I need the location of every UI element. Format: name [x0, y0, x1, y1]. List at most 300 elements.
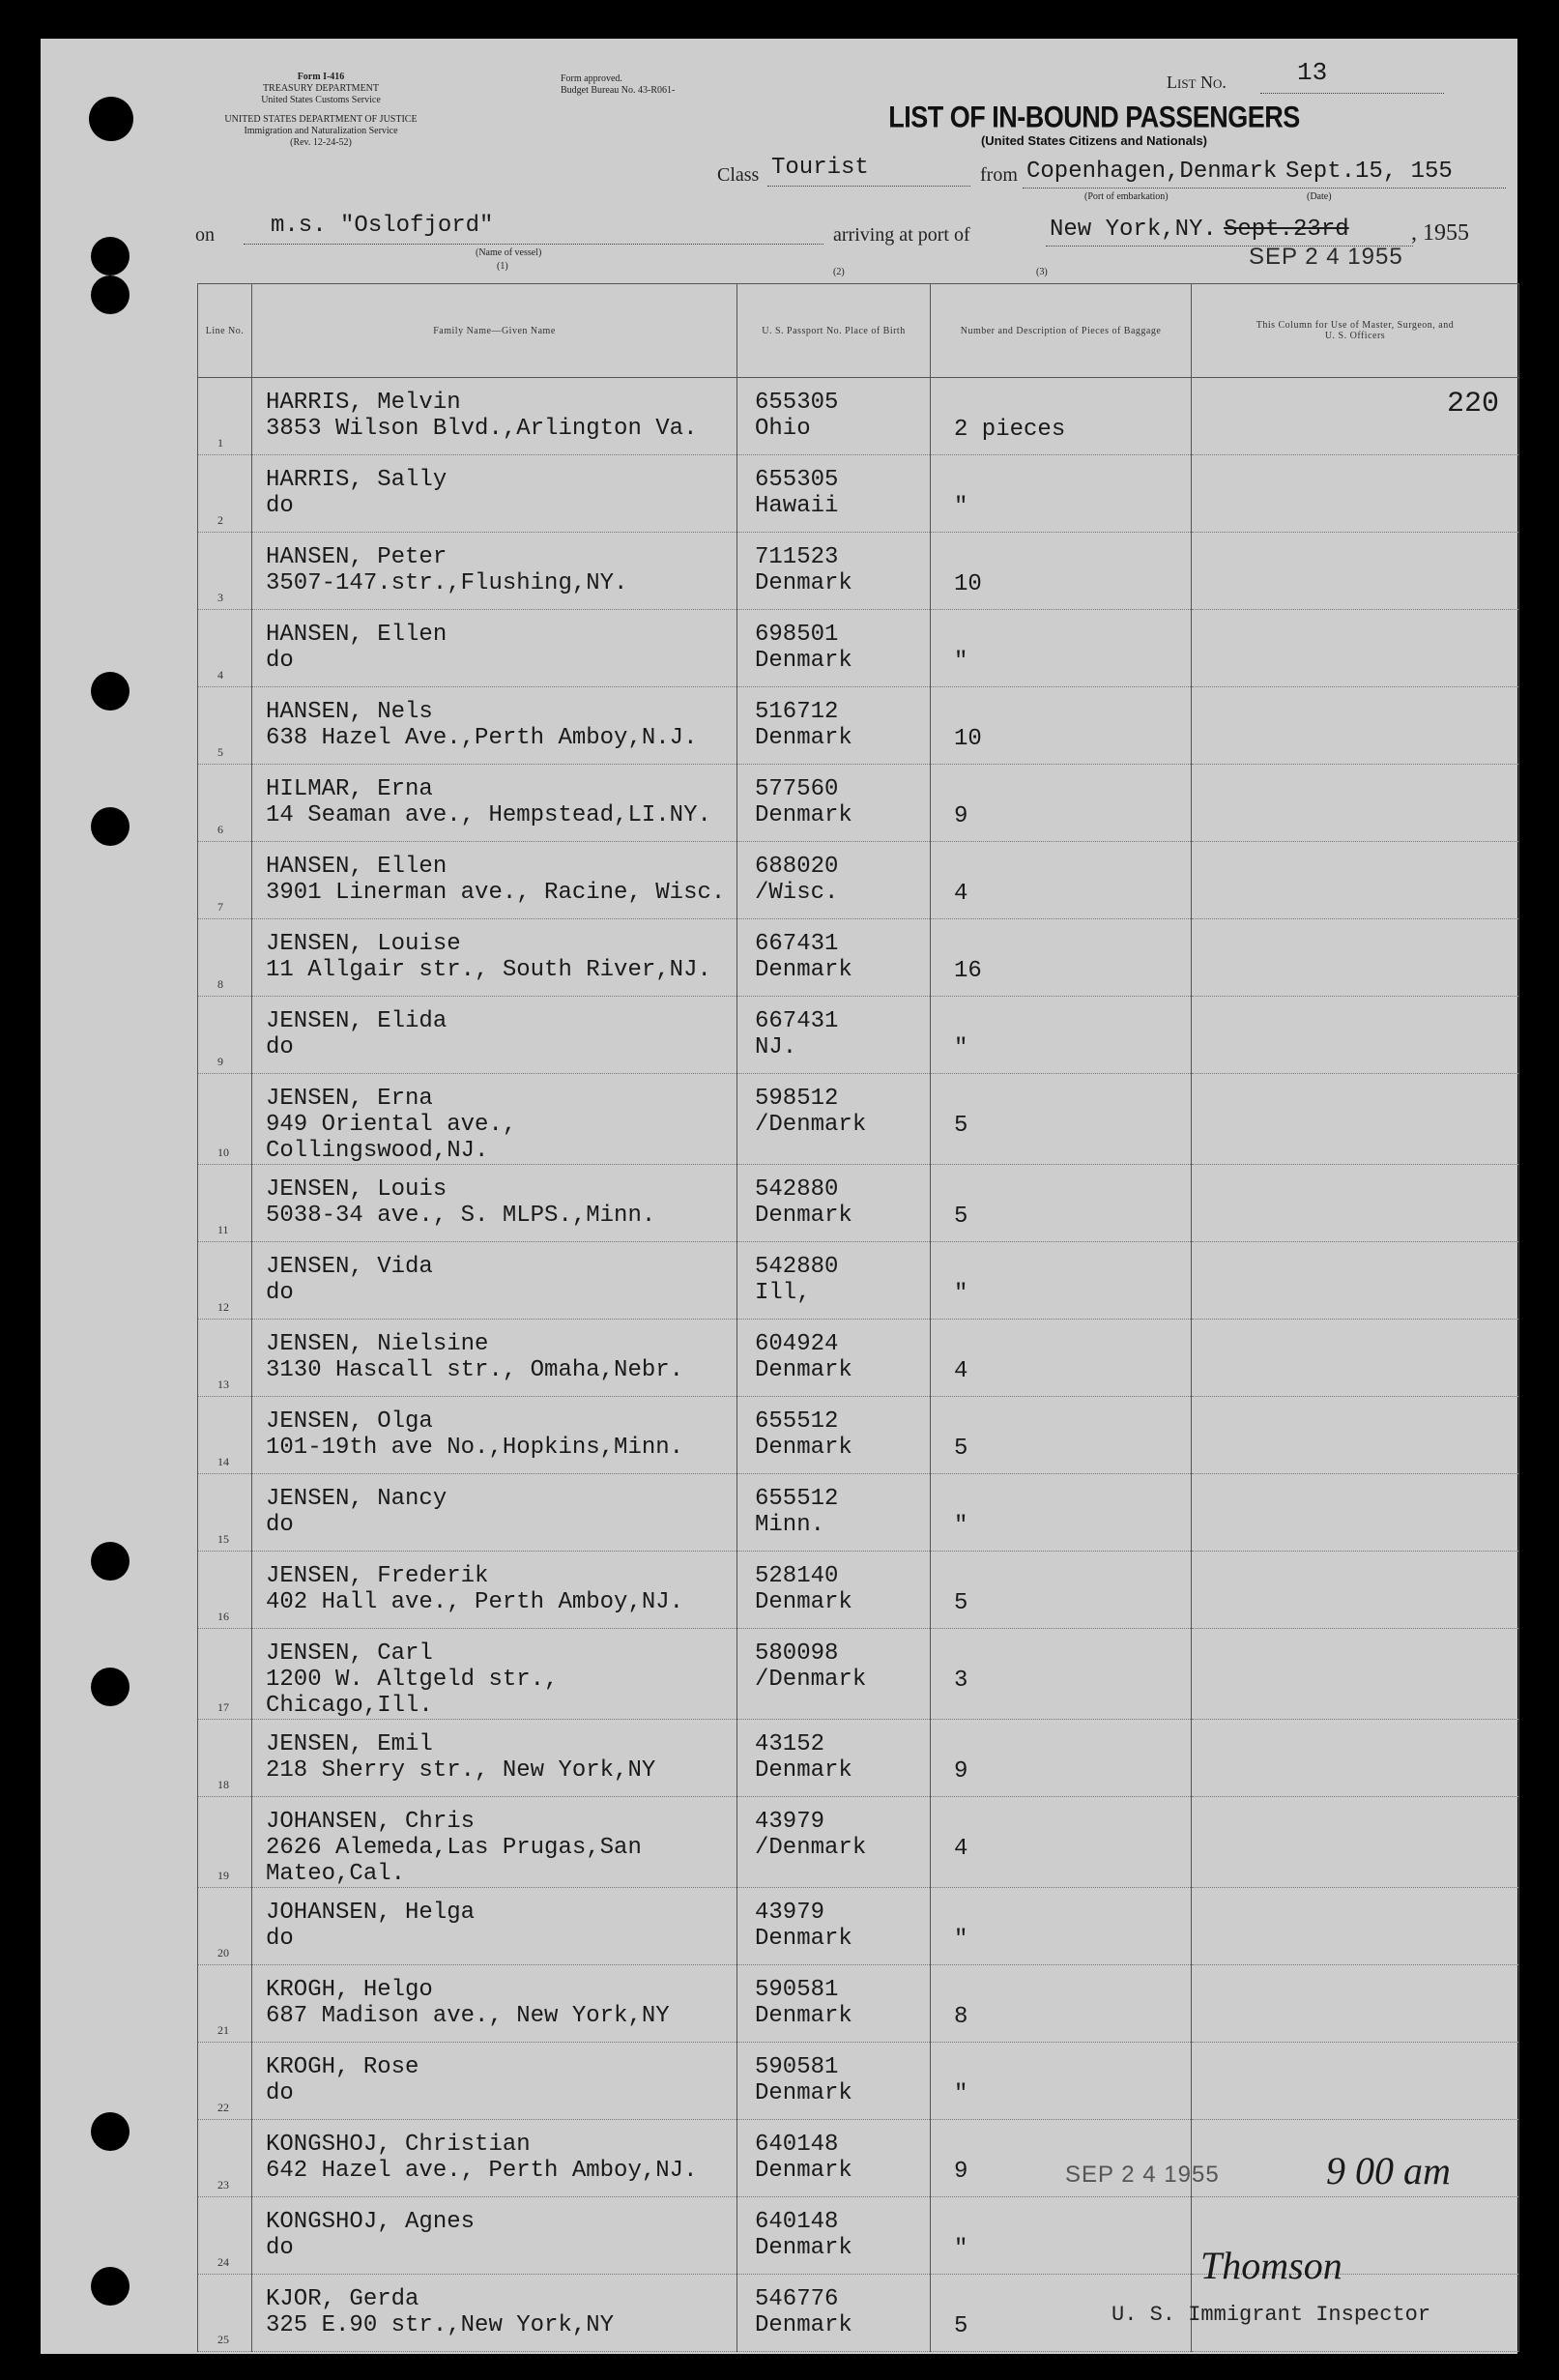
line-number-cell [198, 2120, 252, 2197]
passport-number: 667431 [755, 931, 839, 957]
line-number: 18 [217, 1778, 229, 1791]
name-cell [252, 610, 737, 687]
line-number: 10 [217, 1146, 229, 1159]
passenger-table [197, 283, 1519, 2352]
place-of-birth: Denmark [755, 2312, 852, 2338]
binder-hole [91, 1542, 130, 1581]
passenger-address: do [266, 1280, 294, 1306]
baggage-cell: " [931, 1888, 1192, 1965]
baggage-cell: " [931, 2197, 1192, 2275]
table-row [198, 2120, 1519, 2197]
baggage-cell: 8 [931, 1965, 1192, 2043]
passenger-name: JENSEN, Elida [266, 1008, 447, 1034]
line-number: 7 [217, 900, 223, 914]
table-row [198, 2043, 1519, 2120]
passenger-name: JENSEN, Carl [266, 1640, 433, 1667]
passenger-address: do [266, 493, 294, 519]
place-of-birth: Hawaii [755, 493, 839, 519]
passenger-address: do [266, 1512, 294, 1538]
passport-number: 640148 [755, 2132, 839, 2158]
passport-cell [737, 687, 931, 765]
header-baggage: Number and Description of Pieces of Baggage [931, 284, 1192, 378]
passenger-name: JENSEN, Erna [266, 1086, 433, 1112]
passenger-name: KROGH, Rose [266, 2054, 419, 2080]
line-number: 14 [217, 1455, 229, 1468]
passport-cell [737, 2043, 931, 2120]
passenger-name: KONGSHOJ, Christian [266, 2132, 531, 2158]
ins-service: Immigration and Naturalization Service [244, 126, 398, 136]
passport-cell [737, 2120, 931, 2197]
officer-note-cell [1192, 842, 1519, 919]
name-cell [252, 1474, 737, 1552]
line-number-cell [198, 1629, 252, 1720]
binder-hole [91, 2267, 130, 2306]
name-cell [252, 1797, 737, 1888]
passenger-name: JENSEN, Nielsine [266, 1331, 489, 1357]
passport-number: 528140 [755, 1563, 839, 1589]
table-row [198, 687, 1519, 765]
name-cell [252, 1888, 737, 1965]
officer-note-cell [1192, 1720, 1519, 1797]
header-line-no: Line No. [198, 284, 252, 378]
passenger-name: HANSEN, Ellen [266, 622, 447, 648]
baggage-cell: 4 [931, 1320, 1192, 1397]
line-number: 13 [217, 1378, 229, 1391]
passenger-address: 402 Hall ave., Perth Amboy,NJ. [266, 1589, 684, 1615]
passport-cell [737, 842, 931, 919]
table-row [198, 765, 1519, 842]
table-row [198, 533, 1519, 610]
place-of-birth: /Denmark [755, 1667, 867, 1693]
passport-cell [737, 1242, 931, 1320]
line-number-cell [198, 2043, 252, 2120]
passport-cell [737, 455, 931, 533]
table-row [198, 1797, 1519, 1888]
baggage-cell: " [931, 997, 1192, 1074]
passenger-address: do [266, 1926, 294, 1952]
passenger-name: HILMAR, Erna [266, 776, 433, 802]
passenger-name: JENSEN, Emil [266, 1731, 433, 1757]
baggage-cell: " [931, 1474, 1192, 1552]
place-of-birth: NJ. [755, 1034, 797, 1060]
line-number: 5 [217, 745, 223, 759]
name-cell [252, 765, 737, 842]
passport-cell [737, 997, 931, 1074]
passenger-name: JENSEN, Olga [266, 1408, 433, 1435]
passport-cell [737, 1797, 931, 1888]
binder-hole [91, 2112, 130, 2151]
binder-hole [91, 237, 130, 276]
form-approval-block [561, 73, 773, 97]
on-label: on [195, 224, 215, 246]
baggage-cell: 16 [931, 919, 1192, 997]
passenger-address: 1200 W. Altgeld str., Chicago,Ill. [266, 1667, 559, 1719]
baggage-cell: 4 [931, 1797, 1192, 1888]
binder-hole [91, 672, 130, 711]
arrival-date-stamp: SEP 2 4 1955 [1249, 244, 1403, 270]
column-caption-3: (3) [1036, 267, 1048, 277]
passenger-name: HARRIS, Melvin [266, 390, 461, 416]
officer-note-cell [1192, 1242, 1519, 1320]
budget-bureau: Budget Bureau No. 43-R061- [561, 85, 676, 96]
page-subtitle: (United States Citizens and Nationals) [980, 133, 1208, 148]
binder-hole [91, 276, 130, 314]
passport-number: 598512 [755, 1086, 839, 1112]
passenger-name: HANSEN, Ellen [266, 854, 447, 880]
line-number-cell [198, 842, 252, 919]
officer-note-cell [1192, 1797, 1519, 1888]
table-row [198, 1888, 1519, 1965]
passenger-address: 638 Hazel Ave.,Perth Amboy,N.J. [266, 725, 698, 751]
table-row [198, 378, 1519, 455]
passport-number: 688020 [755, 854, 839, 880]
name-cell [252, 2043, 737, 2120]
passport-number: 546776 [755, 2286, 839, 2312]
passport-cell [737, 1888, 931, 1965]
passport-cell [737, 1965, 931, 2043]
line-number-cell [198, 1242, 252, 1320]
passenger-name: JOHANSEN, Chris [266, 1809, 476, 1835]
place-of-birth: Ohio [755, 416, 811, 442]
baggage-cell: " [931, 2043, 1192, 2120]
document-page [41, 39, 1517, 2354]
officer-note-cell: 220 [1192, 378, 1519, 455]
form-approved: Form approved. [561, 73, 622, 84]
line-number-cell [198, 1320, 252, 1397]
officer-note-cell [1192, 1552, 1519, 1629]
passenger-address: 3130 Hascall str., Omaha,Nebr. [266, 1357, 684, 1383]
baggage-cell: " [931, 610, 1192, 687]
line-number: 22 [217, 2101, 229, 2114]
class-underline [767, 186, 970, 187]
name-cell [252, 455, 737, 533]
inspector-caption: U. S. Immigrant Inspector [1112, 2303, 1431, 2327]
baggage-cell: 9 [931, 765, 1192, 842]
line-number-cell [198, 1397, 252, 1474]
passenger-address: do [266, 2235, 294, 2261]
passport-number: 590581 [755, 1977, 839, 2003]
line-number-cell [198, 687, 252, 765]
line-number: 23 [217, 2178, 229, 2191]
line-number-cell [198, 378, 252, 455]
passport-cell [737, 533, 931, 610]
line-number-cell [198, 765, 252, 842]
table-row [198, 1474, 1519, 1552]
officer-note-cell [1192, 533, 1519, 610]
name-cell [252, 1074, 737, 1165]
line-number: 4 [217, 668, 223, 682]
line-number-cell [198, 2275, 252, 2352]
passenger-address: do [266, 648, 294, 674]
line-number-cell [198, 455, 252, 533]
baggage-cell: 10 [931, 533, 1192, 610]
officer-note-cell [1192, 2043, 1519, 2120]
line-number-cell [198, 1474, 252, 1552]
bottom-date-stamp: SEP 2 4 1955 [1065, 2162, 1220, 2188]
table-row [198, 1552, 1519, 1629]
line-number: 25 [217, 2333, 229, 2346]
passport-number: 43979 [755, 1809, 825, 1835]
arriving-label: arriving at port of [833, 224, 970, 246]
passenger-name: JOHANSEN, Helga [266, 1900, 476, 1926]
passport-number: 542880 [755, 1176, 839, 1203]
passenger-address: 3853 Wilson Blvd.,Arlington Va. [266, 416, 698, 442]
passport-cell [737, 1474, 931, 1552]
officer-note-cell [1192, 1320, 1519, 1397]
line-number-cell [198, 1965, 252, 2043]
passenger-address: 3901 Linerman ave., Racine, Wisc. [266, 880, 726, 906]
officer-note-cell [1192, 1629, 1519, 1720]
passenger-name: HARRIS, Sally [266, 467, 447, 493]
list-number-label: List No. [1167, 73, 1227, 92]
passport-cell [737, 1552, 931, 1629]
arrival-port: New York,NY. [1050, 217, 1217, 243]
table-row [198, 1165, 1519, 1242]
officer-note-cell [1192, 919, 1519, 997]
passport-cell [737, 1629, 931, 1720]
officer-note-cell [1192, 765, 1519, 842]
officer-note-cell [1192, 1888, 1519, 1965]
table-row [198, 455, 1519, 533]
vessel-underline [244, 244, 823, 245]
table-row [198, 919, 1519, 997]
place-of-birth: Denmark [755, 802, 852, 828]
line-number-cell [198, 1797, 252, 1888]
passenger-address: 3507-147.str.,Flushing,NY. [266, 570, 628, 596]
name-cell [252, 1320, 737, 1397]
name-cell [252, 533, 737, 610]
vessel-name: m.s. "Oslofjord" [271, 213, 494, 239]
place-of-birth: Denmark [755, 2003, 852, 2029]
line-number: 20 [217, 1946, 229, 1959]
name-cell [252, 1165, 737, 1242]
name-cell [252, 1965, 737, 2043]
passport-number: 542880 [755, 1254, 839, 1280]
column-caption-2: (2) [833, 267, 845, 277]
passport-number: 604924 [755, 1331, 839, 1357]
place-of-birth: Denmark [755, 570, 852, 596]
officer-note-cell [1192, 1965, 1519, 2043]
binder-hole [91, 1668, 130, 1706]
passenger-name: JENSEN, Louis [266, 1176, 447, 1203]
passport-number: 667431 [755, 1008, 839, 1034]
passport-cell [737, 2197, 931, 2275]
line-number: 1 [217, 436, 223, 450]
line-number: 16 [217, 1610, 229, 1623]
baggage-cell: 5 [931, 1397, 1192, 1474]
table-row [198, 1242, 1519, 1320]
passport-cell [737, 610, 931, 687]
binder-hole [91, 807, 130, 846]
line-number: 12 [217, 1300, 229, 1314]
baggage-cell: 2 pieces [931, 378, 1192, 455]
passport-number: 655512 [755, 1486, 839, 1512]
passport-cell [737, 919, 931, 997]
table-header-row [198, 284, 1519, 378]
line-number: 8 [217, 977, 223, 991]
line-number: 2 [217, 513, 223, 527]
passport-cell [737, 1720, 931, 1797]
table-row [198, 1074, 1519, 1165]
port-caption: (Port of embarkation) [1084, 191, 1169, 202]
officer-note-cell [1192, 455, 1519, 533]
place-of-birth: Denmark [755, 957, 852, 983]
line-number: 21 [217, 2023, 229, 2037]
place-of-birth: Denmark [755, 1589, 852, 1615]
passport-number: 577560 [755, 776, 839, 802]
place-of-birth: /Wisc. [755, 880, 839, 906]
passport-number: 516712 [755, 699, 839, 725]
passenger-name: KJOR, Gerda [266, 2286, 419, 2312]
table-row [198, 1965, 1519, 2043]
baggage-cell: " [931, 455, 1192, 533]
baggage-cell: 4 [931, 842, 1192, 919]
passenger-address: 949 Oriental ave., Collingswood,NJ. [266, 1112, 517, 1164]
place-of-birth: Denmark [755, 2235, 852, 2261]
passport-number: 655512 [755, 1408, 839, 1435]
passenger-name: KROGH, Helgo [266, 1977, 433, 2003]
line-number-cell [198, 1888, 252, 1965]
passenger-address: do [266, 2080, 294, 2106]
baggage-cell: 10 [931, 687, 1192, 765]
officer-note-cell [1192, 1074, 1519, 1165]
passenger-address: 325 E.90 str.,New York,NY [266, 2312, 615, 2338]
officer-note-cell [1192, 1165, 1519, 1242]
officer-note-cell [1192, 687, 1519, 765]
name-cell [252, 2120, 737, 2197]
passport-number: 711523 [755, 544, 839, 570]
officer-note-cell [1192, 1397, 1519, 1474]
name-cell [252, 919, 737, 997]
line-number: 15 [217, 1532, 229, 1546]
list-number-underline [1260, 93, 1444, 94]
passenger-address: 14 Seaman ave., Hempstead,LI.NY. [266, 802, 711, 828]
place-of-birth: Denmark [755, 1757, 852, 1784]
baggage-cell: 3 [931, 1629, 1192, 1720]
place-of-birth: Denmark [755, 1357, 852, 1383]
passenger-name: JENSEN, Frederik [266, 1563, 489, 1589]
place-of-birth: Denmark [755, 2158, 852, 2184]
line-number-cell [198, 1074, 252, 1165]
line-number-cell [198, 610, 252, 687]
place-of-birth: Denmark [755, 1435, 852, 1461]
passenger-address: 218 Sherry str., New York,NY [266, 1757, 656, 1784]
line-number: 11 [217, 1223, 229, 1236]
passport-cell [737, 1397, 931, 1474]
binder-hole [89, 97, 133, 141]
from-label: from [980, 164, 1018, 186]
from-underline [1023, 188, 1506, 189]
passport-cell [737, 765, 931, 842]
passport-cell [737, 1165, 931, 1242]
passport-number: 43979 [755, 1900, 825, 1926]
line-number-cell [198, 1720, 252, 1797]
arrival-year: , 1955 [1411, 220, 1469, 246]
date-caption: (Date) [1307, 191, 1332, 202]
baggage-cell: 5 [931, 1165, 1192, 1242]
baggage-cell: 9 [931, 2120, 1192, 2197]
passport-number: 655305 [755, 467, 839, 493]
header-officers: This Column for Use of Master, Surgeon, and U. S. Officers [1192, 284, 1519, 378]
passport-number: 43152 [755, 1731, 825, 1757]
baggage-cell: " [931, 1242, 1192, 1320]
name-cell [252, 2197, 737, 2275]
place-of-birth: Denmark [755, 2080, 852, 2106]
place-of-birth: Denmark [755, 648, 852, 674]
form-agency-block [195, 72, 447, 149]
place-of-birth: /Denmark [755, 1835, 867, 1861]
table-row [198, 1397, 1519, 1474]
passport-number: 655305 [755, 390, 839, 416]
passenger-name: JENSEN, Vida [266, 1254, 433, 1280]
column-caption-1: (1) [497, 261, 508, 272]
officer-note-cell [1192, 997, 1519, 1074]
passenger-name: HANSEN, Peter [266, 544, 447, 570]
page-title: LIST OF IN-BOUND PASSENGERS [888, 100, 1300, 134]
name-cell [252, 378, 737, 455]
line-number: 17 [217, 1700, 229, 1714]
name-cell [252, 1629, 737, 1720]
name-cell [252, 1552, 737, 1629]
class-label: Class [717, 164, 760, 186]
line-number-cell [198, 919, 252, 997]
line-number: 9 [217, 1055, 223, 1068]
line-number: 6 [217, 823, 223, 836]
table-row [198, 997, 1519, 1074]
embarkation-date: Sept.15, 155 [1285, 159, 1453, 185]
passport-cell [737, 378, 931, 455]
place-of-birth: Denmark [755, 1203, 852, 1229]
line-number-cell [198, 997, 252, 1074]
officer-note-cell [1192, 1474, 1519, 1552]
passenger-address: 5038-34 ave., S. MLPS.,Minn. [266, 1203, 656, 1229]
justice-dept: UNITED STATES DEPARTMENT OF JUSTICE [224, 114, 418, 125]
inspector-signature: Thomson [1200, 2244, 1342, 2287]
name-cell [252, 1397, 737, 1474]
table-row [198, 1320, 1519, 1397]
place-of-birth: Denmark [755, 1926, 852, 1952]
vessel-caption: (Name of vessel) [476, 247, 542, 258]
name-cell [252, 1242, 737, 1320]
passenger-name: HANSEN, Nels [266, 699, 433, 725]
place-of-birth: Ill, [755, 1280, 811, 1306]
passport-cell [737, 2275, 931, 2352]
header-passport: U. S. Passport No. Place of Birth [737, 284, 931, 378]
baggage-cell: 5 [931, 1074, 1192, 1165]
handwritten-time: 9 00 am [1326, 2149, 1451, 2192]
embarkation-port: Copenhagen,Denmark [1026, 159, 1278, 185]
line-number-cell [198, 1165, 252, 1242]
line-number: 24 [217, 2255, 229, 2269]
baggage-cell: 9 [931, 1720, 1192, 1797]
place-of-birth: /Denmark [755, 1112, 867, 1138]
line-number: 3 [217, 591, 223, 604]
place-of-birth: Minn. [755, 1512, 825, 1538]
arrival-date-struck: Sept.23rd [1224, 217, 1349, 243]
baggage-cell: 5 [931, 2275, 1192, 2352]
line-number: 19 [217, 1869, 229, 1882]
passport-number: 580098 [755, 1640, 839, 1667]
passenger-address: 2626 Alemeda,Las Prugas,San Mateo,Cal. [266, 1835, 642, 1887]
list-number-value: 13 [1297, 58, 1328, 87]
line-number-cell [198, 1552, 252, 1629]
passport-cell [737, 1074, 931, 1165]
officer-note-cell [1192, 610, 1519, 687]
baggage-cell: 5 [931, 1552, 1192, 1629]
form-revision: (Rev. 12-24-52) [290, 137, 352, 148]
table-row [198, 610, 1519, 687]
class-value: Tourist [771, 155, 869, 181]
